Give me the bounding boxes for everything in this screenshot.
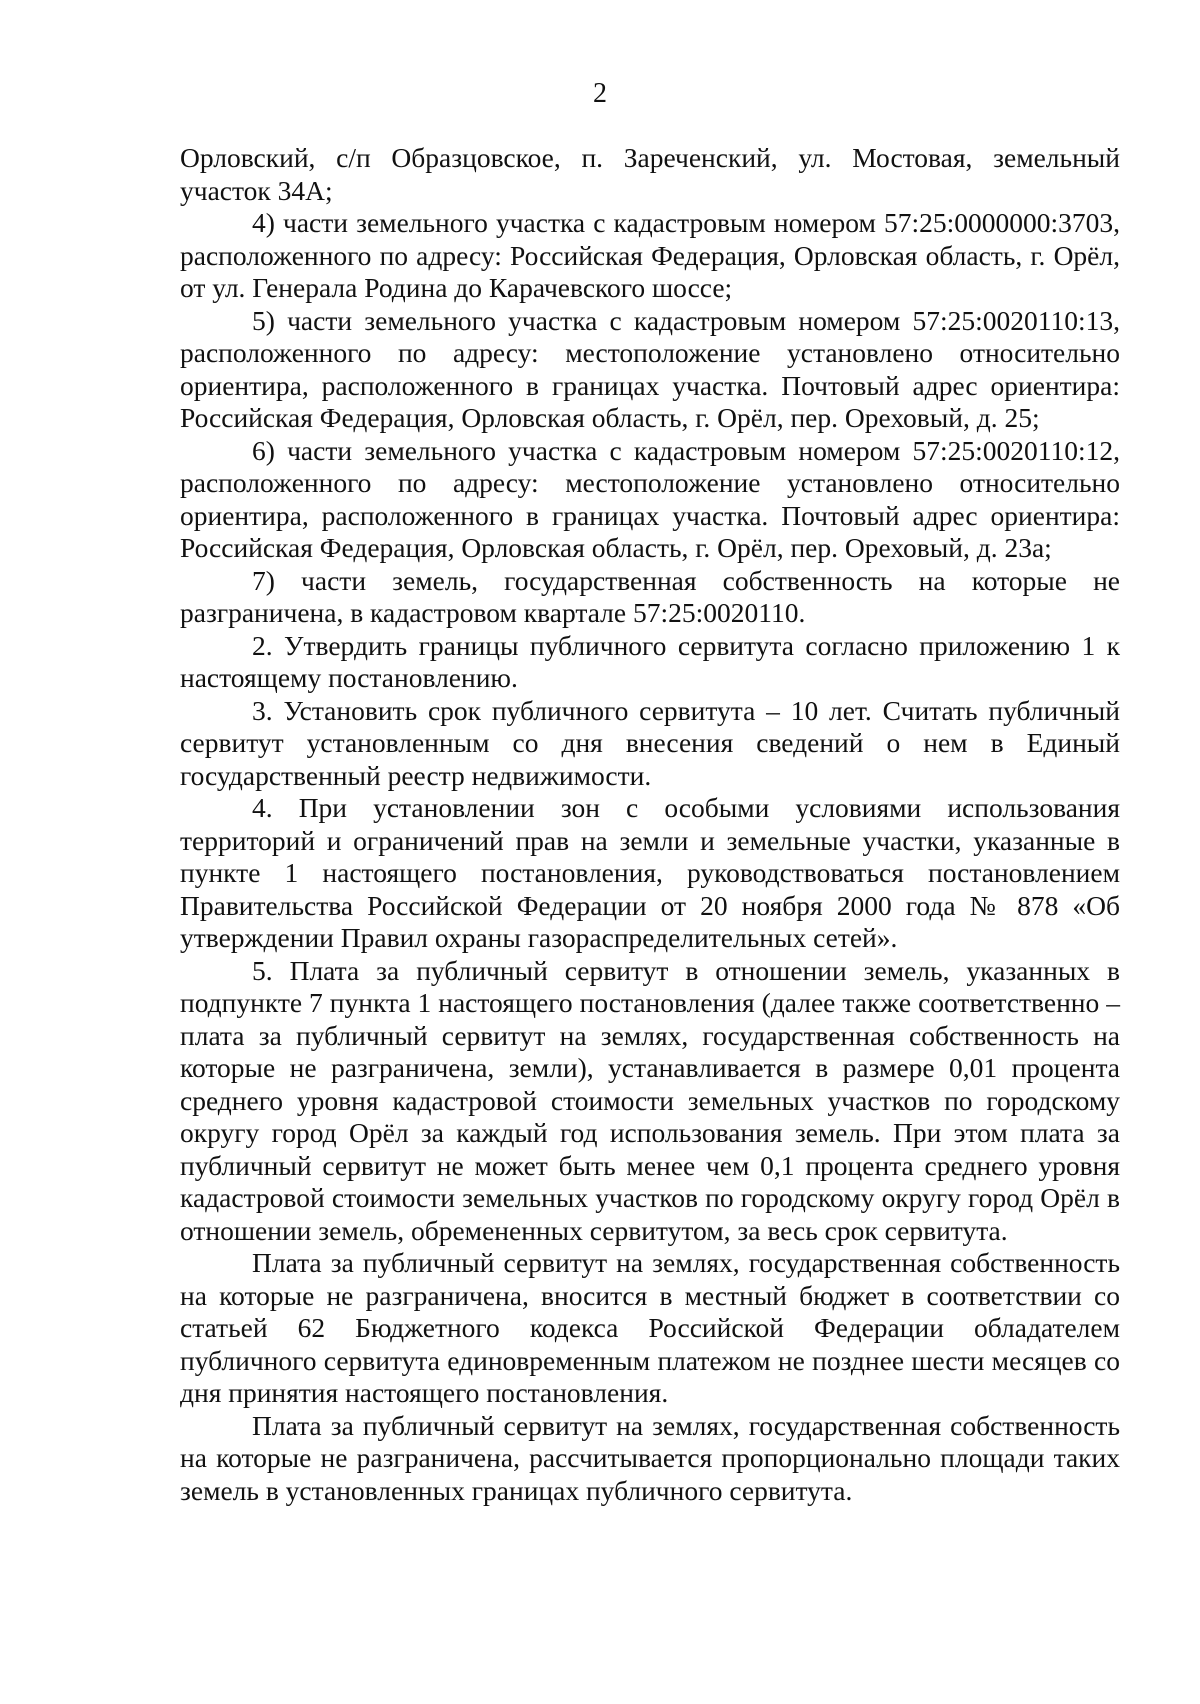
paragraph-clause-2: 2. Утвердить границы публичного сервитута согласно приложению 1 к настоящему постановлению.	[180, 629, 1120, 693]
paragraph-payment-calculation: Плата за публичный сервитут на землях, государственная собственность на которые не разграничена, рассчитывается пропорционально площади таких земель в установленных границах публичного сервитута.	[180, 1409, 1120, 1506]
paragraph-clause-3: 3. Установить срок публичного сервитута – 10 лет. Считать публичный сервитут установленным со дня внесения сведений о нем в Единый государственный реестр недвижимости.	[180, 694, 1120, 791]
paragraph-item-4: 4) части земельного участка с кадастровым номером 57:25:0000000:3703, расположенного по адресу: Российская Федерация, Орловская область, г. Орёл, от ул. Генерала Родина до Карачевского шоссе;	[180, 207, 1120, 303]
paragraph-continuation: Орловский, с/п Образцовское, п. Зареченский, ул. Мостовая, земельный участок 34А;	[180, 142, 1120, 206]
paragraph-clause-5: 5. Плата за публичный сервитут в отношении земель, указанных в подпункте 7 пункта 1 настоящего постановления (далее также соответственно – плата за публичный сервитут на землях, государственная собственность на которые не разграничена, земли), устанавливается в размере 0,01 процента среднего уровня кадастровой стоимости земельных участков по городскому округу город Орёл за каждый год использования земель. При этом плата за публичный сервитут не может быть менее чем 0,1 процента среднего уровня кадастровой стоимости земельных участков по городскому округу город Орёл в отношении земель, обремененных сервитутом, за весь срок сервитута.	[180, 954, 1120, 1246]
paragraph-item-5: 5) части земельного участка с кадастровым номером 57:25:0020110:13, расположенного по адресу: местоположение установлено относительно ориентира, расположенного в границах участка. Почтовый адрес ориентира: Российская Федерация, Орловская область, г. Орёл, пер. Ореховый, д. 25;	[180, 304, 1120, 433]
document-body	[180, 142, 1120, 1507]
paragraph-clause-4: 4. При установлении зон с особыми условиями использования территорий и ограничений прав на земли и земельные участки, указанные в пункте 1 настоящего постановления, руководствоваться постановлением Правительства Российской Федерации от 20 ноября 2000 года № 878 «Об утверждении Правил охраны газораспределительных сетей».	[180, 792, 1120, 953]
paragraph-item-7: 7) части земель, государственная собственность на которые не разграничена, в кадастровом квартале 57:25:0020110.	[180, 564, 1120, 628]
paragraph-item-6: 6) части земельного участка с кадастровым номером 57:25:0020110:12, расположенного по адресу: местоположение установлено относительно ориентира, расположенного в границах участка. Почтовый адрес ориентира: Российская Федерация, Орловская область, г. Орёл, пер. Ореховый, д. 23а;	[180, 434, 1120, 563]
page-number: 2	[593, 78, 607, 109]
paragraph-payment-budget: Плата за публичный сервитут на землях, государственная собственность на которые не разграничена, вносится в местный бюджет в соответствии со статьей 62 Бюджетного кодекса Российской Федерации обладателем публичного сервитута единовременным платежом не позднее шести месяцев со дня принятия настоящего постановления.	[180, 1247, 1120, 1408]
